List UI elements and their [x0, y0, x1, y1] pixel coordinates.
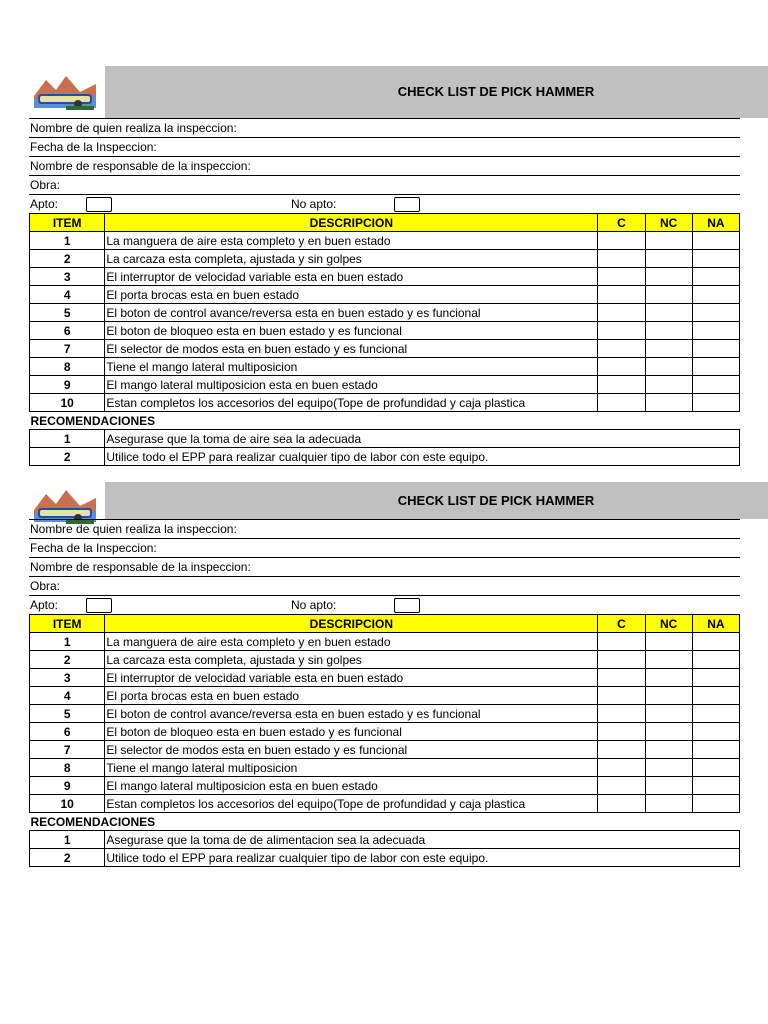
item-description: El selector de modos esta en buen estado y es funcional — [105, 340, 598, 358]
recommendation-row — [30, 430, 740, 448]
recommendation-row — [30, 849, 740, 867]
nc-cell[interactable] — [645, 633, 692, 651]
table-row — [30, 687, 740, 705]
checklist-table — [29, 614, 740, 867]
item-number: 10 — [30, 795, 105, 813]
c-cell[interactable] — [598, 268, 645, 286]
item-header: ITEM — [30, 214, 105, 232]
fitness-row — [29, 194, 740, 213]
nc-cell[interactable] — [645, 687, 692, 705]
nc-cell[interactable] — [645, 232, 692, 250]
item-number: 6 — [30, 723, 105, 741]
na-cell[interactable] — [692, 741, 739, 759]
c-cell[interactable] — [598, 705, 645, 723]
table-row — [30, 394, 740, 412]
nc-cell[interactable] — [645, 376, 692, 394]
inspector-row — [29, 118, 740, 137]
item-description: El porta brocas esta en buen estado — [105, 687, 598, 705]
item-description: Tiene el mango lateral multiposicion — [105, 759, 598, 777]
nc-cell[interactable] — [645, 268, 692, 286]
nc-cell[interactable] — [645, 723, 692, 741]
na-cell[interactable] — [692, 304, 739, 322]
nc-cell[interactable] — [645, 759, 692, 777]
table-header — [30, 615, 740, 633]
nc-cell[interactable] — [645, 322, 692, 340]
item-number: 9 — [30, 777, 105, 795]
site-row — [29, 576, 740, 595]
item-number: 1 — [30, 633, 105, 651]
recommendation-row — [30, 831, 740, 849]
recommendations-row — [30, 813, 740, 831]
item-description: Estan completos los accesorios del equipo(Tope de profundidad y caja plastica — [105, 394, 598, 412]
nc-cell[interactable] — [645, 394, 692, 412]
nc-header: NC — [645, 615, 692, 633]
item-number: 8 — [30, 759, 105, 777]
rec-number: 1 — [30, 831, 105, 849]
na-cell[interactable] — [692, 376, 739, 394]
table-row — [30, 268, 740, 286]
nc-cell[interactable] — [645, 705, 692, 723]
na-cell[interactable] — [692, 759, 739, 777]
nc-cell[interactable] — [645, 286, 692, 304]
item-description: El interruptor de velocidad variable esta en buen estado — [105, 669, 598, 687]
c-cell[interactable] — [598, 669, 645, 687]
item-description: Tiene el mango lateral multiposicion — [105, 358, 598, 376]
na-cell[interactable] — [692, 322, 739, 340]
table-row — [30, 759, 740, 777]
item-description: Estan completos los accesorios del equipo(Tope de profundidad y caja plastica — [105, 795, 598, 813]
nc-cell[interactable] — [645, 651, 692, 669]
fitness-row — [29, 595, 740, 614]
c-cell[interactable] — [598, 633, 645, 651]
table-row — [30, 322, 740, 340]
table-row — [30, 795, 740, 813]
rec-text: Utilice todo el EPP para realizar cualquier tipo de labor con este equipo. — [105, 448, 740, 466]
rec-text: Utilice todo el EPP para realizar cualquier tipo de labor con este equipo. — [105, 849, 740, 867]
nc-cell[interactable] — [645, 795, 692, 813]
date-row — [29, 538, 740, 557]
na-cell[interactable] — [692, 795, 739, 813]
rec-number: 2 — [30, 849, 105, 867]
checklist-table — [29, 213, 740, 466]
na-cell[interactable] — [692, 340, 739, 358]
unfit-checkbox[interactable] — [394, 197, 420, 212]
na-header: NA — [692, 214, 739, 232]
item-number: 10 — [30, 394, 105, 412]
date-row — [29, 137, 740, 156]
c-cell[interactable] — [598, 232, 645, 250]
nc-cell[interactable] — [645, 669, 692, 687]
nc-cell[interactable] — [645, 304, 692, 322]
item-number: 7 — [30, 741, 105, 759]
site-row — [29, 175, 740, 194]
sheet-title: CHECK LIST DE PICK HAMMER — [397, 84, 595, 99]
nc-header: NC — [645, 214, 692, 232]
fit-checkbox[interactable] — [86, 598, 112, 613]
inspector-label: Nombre de quien realiza la inspeccion: — [30, 522, 237, 536]
rec-number: 2 — [30, 448, 105, 466]
table-row — [30, 232, 740, 250]
responsible-row — [29, 156, 740, 175]
table-row — [30, 705, 740, 723]
item-description: El selector de modos esta en buen estado y es funcional — [105, 741, 598, 759]
item-description: El boton de control avance/reversa esta en buen estado y es funcional — [105, 304, 598, 322]
c-cell[interactable] — [598, 286, 645, 304]
na-cell[interactable] — [692, 705, 739, 723]
item-number: 8 — [30, 358, 105, 376]
item-description: La manguera de aire esta completo y en buen estado — [105, 232, 598, 250]
c-cell[interactable] — [598, 322, 645, 340]
table-row — [30, 651, 740, 669]
c-cell[interactable] — [598, 376, 645, 394]
item-number: 7 — [30, 340, 105, 358]
c-cell[interactable] — [598, 358, 645, 376]
date-label: Fecha de la Inspeccion: — [30, 140, 157, 154]
item-number: 3 — [30, 669, 105, 687]
table-row — [30, 376, 740, 394]
item-number: 6 — [30, 322, 105, 340]
c-cell[interactable] — [598, 394, 645, 412]
table-row — [30, 286, 740, 304]
item-header: ITEM — [30, 615, 105, 633]
recommendation-row — [30, 448, 740, 466]
table-row — [30, 633, 740, 651]
inspection-form — [29, 519, 740, 867]
fit-checkbox[interactable] — [86, 197, 112, 212]
responsible-row — [29, 557, 740, 576]
item-description: La manguera de aire esta completo y en buen estado — [105, 633, 598, 651]
responsible-label: Nombre de responsable de la inspeccion: — [30, 560, 251, 574]
item-number: 4 — [30, 687, 105, 705]
recommendations-label: RECOMENDACIONES — [30, 813, 740, 831]
na-cell[interactable] — [692, 633, 739, 651]
c-cell[interactable] — [598, 250, 645, 268]
na-cell[interactable] — [692, 777, 739, 795]
c-cell[interactable] — [598, 741, 645, 759]
na-cell[interactable] — [692, 394, 739, 412]
c-cell[interactable] — [598, 340, 645, 358]
item-description: El mango lateral multiposicion esta en buen estado — [105, 777, 598, 795]
fit-label: Apto: — [30, 197, 59, 211]
unfit-checkbox[interactable] — [394, 598, 420, 613]
item-description: El boton de control avance/reversa esta en buen estado y es funcional — [105, 705, 598, 723]
site-label: Obra: — [30, 178, 61, 192]
table-row — [30, 777, 740, 795]
c-cell[interactable] — [598, 759, 645, 777]
unfit-label: No apto: — [291, 598, 337, 612]
recommendations-row — [30, 412, 740, 430]
c-cell[interactable] — [598, 651, 645, 669]
na-cell[interactable] — [692, 250, 739, 268]
table-header — [30, 214, 740, 232]
na-cell[interactable] — [692, 687, 739, 705]
responsible-label: Nombre de responsable de la inspeccion: — [30, 159, 251, 173]
c-cell[interactable] — [598, 795, 645, 813]
recommendations-label: RECOMENDACIONES — [30, 412, 740, 430]
na-header: NA — [692, 615, 739, 633]
description-header: DESCRIPCION — [105, 615, 598, 633]
unfit-label: No apto: — [291, 197, 337, 211]
na-cell[interactable] — [692, 268, 739, 286]
date-label: Fecha de la Inspeccion: — [30, 541, 157, 555]
table-row — [30, 304, 740, 322]
description-header: DESCRIPCION — [105, 214, 598, 232]
rec-text: Asegurase que la toma de de alimentacion sea la adecuada — [105, 831, 740, 849]
item-description: El mango lateral multiposicion esta en buen estado — [105, 376, 598, 394]
item-number: 9 — [30, 376, 105, 394]
c-header: C — [598, 615, 645, 633]
table-row — [30, 340, 740, 358]
inspector-label: Nombre de quien realiza la inspeccion: — [30, 121, 237, 135]
item-number: 2 — [30, 651, 105, 669]
item-number: 1 — [30, 232, 105, 250]
inspection-form — [29, 118, 740, 466]
table-row — [30, 250, 740, 268]
item-description: El interruptor de velocidad variable esta en buen estado — [105, 268, 598, 286]
item-number: 2 — [30, 250, 105, 268]
item-number: 5 — [30, 705, 105, 723]
nc-cell[interactable] — [645, 250, 692, 268]
na-cell[interactable] — [692, 358, 739, 376]
nc-cell[interactable] — [645, 358, 692, 376]
table-row — [30, 723, 740, 741]
inspector-row — [29, 519, 740, 538]
na-cell[interactable] — [692, 723, 739, 741]
nc-cell[interactable] — [645, 777, 692, 795]
table-row — [30, 358, 740, 376]
c-cell[interactable] — [598, 304, 645, 322]
c-header: C — [598, 214, 645, 232]
fit-label: Apto: — [30, 598, 59, 612]
sheet-title: CHECK LIST DE PICK HAMMER — [397, 493, 595, 508]
nc-cell[interactable] — [645, 741, 692, 759]
item-number: 4 — [30, 286, 105, 304]
item-description: El boton de bloqueo esta en buen estado y es funcional — [105, 322, 598, 340]
item-description: El porta brocas esta en buen estado — [105, 286, 598, 304]
rec-number: 1 — [30, 430, 105, 448]
na-cell[interactable] — [692, 651, 739, 669]
table-row — [30, 741, 740, 759]
c-cell[interactable] — [598, 777, 645, 795]
c-cell[interactable] — [598, 687, 645, 705]
item-description: La carcaza esta completa, ajustada y sin golpes — [105, 651, 598, 669]
na-cell[interactable] — [692, 286, 739, 304]
rec-text: Asegurase que la toma de aire sea la adecuada — [105, 430, 740, 448]
item-number: 3 — [30, 268, 105, 286]
table-row — [30, 669, 740, 687]
na-cell[interactable] — [692, 232, 739, 250]
nc-cell[interactable] — [645, 340, 692, 358]
site-label: Obra: — [30, 579, 61, 593]
company-logo — [30, 74, 100, 114]
na-cell[interactable] — [692, 669, 739, 687]
item-description: El boton de bloqueo esta en buen estado y es funcional — [105, 723, 598, 741]
item-description: La carcaza esta completa, ajustada y sin golpes — [105, 250, 598, 268]
item-number: 5 — [30, 304, 105, 322]
c-cell[interactable] — [598, 723, 645, 741]
